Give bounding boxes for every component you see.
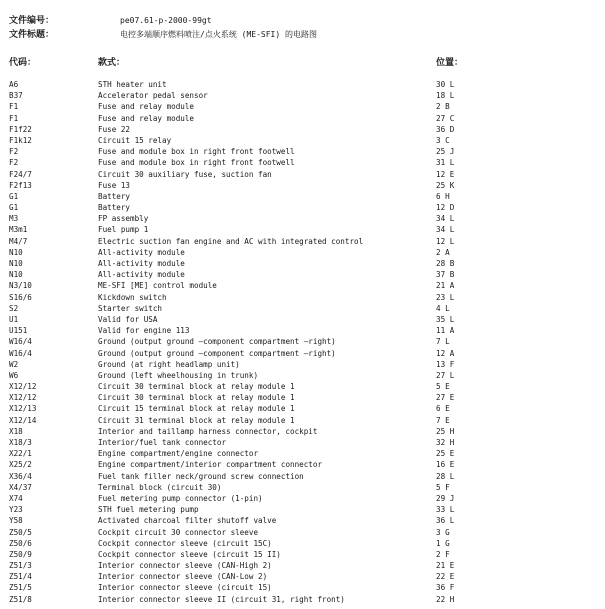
component-position: 5 E xyxy=(436,382,450,392)
list-item xyxy=(9,157,599,168)
list-item xyxy=(9,415,599,426)
component-position: 28 L xyxy=(436,471,455,481)
doc-number-label: 文件编号： xyxy=(9,16,55,26)
component-code: Z50/9 xyxy=(9,549,32,559)
component-description: Interior connector sleeve (circuit 15) xyxy=(98,583,272,593)
list-item xyxy=(9,303,599,314)
column-header-position: 位置： xyxy=(436,58,464,68)
component-position: 22 E xyxy=(436,572,455,582)
component-position: 36 D xyxy=(436,124,455,134)
component-code: Z50/6 xyxy=(9,538,32,548)
component-description: Fuel tank filler neck/ground screw connection xyxy=(98,471,304,481)
component-position: 12 L xyxy=(436,236,455,246)
component-description: Valid for engine 113 xyxy=(98,326,190,336)
component-description: Ground (output ground —component compartment —right) xyxy=(98,337,336,347)
component-description: ME-SFI [ME] control module xyxy=(98,281,217,291)
list-item xyxy=(9,180,599,191)
list-item xyxy=(9,359,599,370)
list-item xyxy=(9,582,599,593)
component-description: Fuse and module box in right front footwell xyxy=(98,158,295,168)
component-description: Interior connector sleeve (CAN-Low 2) xyxy=(98,572,268,582)
component-code: F1 xyxy=(9,113,19,123)
component-description: Interior/fuel tank connector xyxy=(98,438,227,447)
component-code: X22/1 xyxy=(9,449,32,459)
component-description: Kickdown switch xyxy=(98,292,167,302)
component-position: 6 H xyxy=(436,191,450,201)
component-description: Engine compartment/engine connector xyxy=(98,449,259,459)
component-code: X36/4 xyxy=(9,471,32,481)
component-code: X12/14 xyxy=(9,415,37,425)
list-item xyxy=(9,538,599,549)
component-code: B37 xyxy=(9,91,23,101)
list-item xyxy=(9,403,599,414)
component-position: 34 L xyxy=(436,225,455,235)
list-item xyxy=(9,79,599,90)
list-item xyxy=(9,504,599,515)
component-code: M3m1 xyxy=(9,225,28,235)
component-description: Fuse 13 xyxy=(98,180,131,190)
component-description: Cockpit connector sleeve (circuit 15 II) xyxy=(98,549,281,559)
list-item xyxy=(9,191,599,202)
list-item xyxy=(9,527,599,538)
component-position: 32 H xyxy=(436,438,455,447)
component-code: W2 xyxy=(9,359,19,369)
component-position: 25 K xyxy=(436,180,455,190)
component-description: Circuit 30 auxiliary fuse, suction fan xyxy=(98,169,272,179)
component-position: 7 E xyxy=(436,415,450,425)
component-code: Z50/5 xyxy=(9,527,32,537)
component-description: Circuit 30 terminal block at relay module 1 xyxy=(98,393,295,403)
component-code: X4/37 xyxy=(9,482,32,492)
component-position: 21 E xyxy=(436,561,455,571)
list-item xyxy=(9,169,599,180)
component-position: 3 C xyxy=(436,135,450,145)
component-description: Engine compartment/interior compartment connector xyxy=(98,460,323,470)
component-code: F1f22 xyxy=(9,124,32,134)
column-header-row xyxy=(9,56,599,70)
component-code: W16/4 xyxy=(9,337,32,347)
list-item xyxy=(9,426,599,437)
component-list xyxy=(9,79,599,605)
list-item xyxy=(9,224,599,235)
component-description: Ground (left wheelhousing in trunk) xyxy=(98,370,259,380)
component-description: Circuit 15 relay xyxy=(98,135,172,145)
component-code: X74 xyxy=(9,493,23,503)
list-item xyxy=(9,336,599,347)
list-item xyxy=(9,471,599,482)
list-item xyxy=(9,146,599,157)
component-description: Circuit 15 terminal block at relay module 1 xyxy=(98,404,295,414)
component-code: F2 xyxy=(9,147,19,157)
list-item xyxy=(9,314,599,325)
component-position: 5 F xyxy=(436,482,450,492)
list-item xyxy=(9,258,599,269)
component-code: G1 xyxy=(9,191,19,201)
component-position: 11 A xyxy=(436,326,455,336)
component-code: F1 xyxy=(9,102,19,112)
list-item xyxy=(9,459,599,470)
list-item xyxy=(9,280,599,291)
doc-title-row xyxy=(9,28,599,42)
component-code: N10 xyxy=(9,259,23,268)
component-code: S2 xyxy=(9,303,19,313)
list-item xyxy=(9,292,599,303)
component-description: Cockpit connector sleeve (circuit 15C) xyxy=(98,538,272,548)
component-code: N10 xyxy=(9,270,23,280)
list-item xyxy=(9,101,599,112)
component-code: W6 xyxy=(9,370,19,380)
component-description: All-activity module xyxy=(98,259,185,268)
component-description: Accelerator pedal sensor xyxy=(98,91,208,101)
component-description: Interior connector sleeve II (circuit 31, right front) xyxy=(98,594,345,604)
component-position: 31 L xyxy=(436,158,455,168)
component-description: Circuit 30 terminal block at relay module 1 xyxy=(98,382,295,392)
component-description: Fuse and module box in right front footwell xyxy=(98,147,295,157)
component-code: U1 xyxy=(9,314,19,324)
doc-number-row xyxy=(9,14,599,28)
component-code: Z51/8 xyxy=(9,594,32,604)
component-code: M4/7 xyxy=(9,236,28,246)
list-item xyxy=(9,348,599,359)
component-description: Interior and taillamp harness connector, cockpit xyxy=(98,426,318,436)
component-description: Fuse 22 xyxy=(98,124,131,134)
component-code: S16/6 xyxy=(9,292,32,302)
component-position: 30 L xyxy=(436,80,455,89)
component-code: M3 xyxy=(9,214,19,224)
component-description: Electric suction fan engine and AC with integrated control xyxy=(98,236,364,246)
component-position: 34 L xyxy=(436,214,455,224)
component-code: G1 xyxy=(9,203,19,213)
list-item xyxy=(9,437,599,448)
component-description: All-activity module xyxy=(98,247,185,257)
component-code: X12/12 xyxy=(9,382,37,392)
component-position: 12 D xyxy=(436,203,455,213)
component-position: 35 L xyxy=(436,314,455,324)
component-position: 27 L xyxy=(436,370,455,380)
component-position: 29 J xyxy=(436,493,455,503)
list-item xyxy=(9,247,599,258)
component-position: 25 H xyxy=(436,426,455,436)
list-item xyxy=(9,571,599,582)
list-item xyxy=(9,113,599,124)
list-item xyxy=(9,269,599,280)
component-code: W16/4 xyxy=(9,348,32,358)
component-position: 36 L xyxy=(436,516,455,526)
component-description: Fuel metering pump connector (1-pin) xyxy=(98,493,263,503)
component-position: 12 A xyxy=(436,348,455,358)
list-item xyxy=(9,515,599,526)
component-code: N3/10 xyxy=(9,281,32,291)
list-item xyxy=(9,482,599,493)
component-description: Circuit 31 terminal block at relay module 1 xyxy=(98,415,295,425)
component-description: Fuse and relay module xyxy=(98,102,195,112)
component-position: 25 E xyxy=(436,449,455,459)
list-item xyxy=(9,594,599,605)
column-header-description: 款式： xyxy=(98,58,126,68)
component-description: Starter switch xyxy=(98,303,163,313)
component-code: X18 xyxy=(9,426,23,436)
component-code: U151 xyxy=(9,326,28,336)
component-position: 3 G xyxy=(436,527,450,537)
component-position: 21 A xyxy=(436,281,455,291)
component-code: F2 xyxy=(9,158,19,168)
list-item xyxy=(9,124,599,135)
component-code: A6 xyxy=(9,80,19,89)
component-description: Activated charcoal filter shutoff valve xyxy=(98,516,277,526)
list-item xyxy=(9,213,599,224)
list-item xyxy=(9,549,599,560)
component-code: F1k12 xyxy=(9,135,32,145)
component-description: Interior connector sleeve (CAN-High 2) xyxy=(98,561,272,571)
component-code: N10 xyxy=(9,247,23,257)
list-item xyxy=(9,560,599,571)
component-position: 36 F xyxy=(436,583,455,593)
component-code: X18/3 xyxy=(9,438,32,447)
component-code: X12/12 xyxy=(9,393,37,403)
component-code: Y58 xyxy=(9,516,23,526)
component-description: Terminal block (circuit 30) xyxy=(98,482,222,492)
list-item xyxy=(9,381,599,392)
component-position: 12 E xyxy=(436,169,455,179)
component-description: FP assembly xyxy=(98,214,149,224)
list-item xyxy=(9,448,599,459)
component-code: X12/13 xyxy=(9,404,37,414)
component-position: 16 E xyxy=(436,460,455,470)
component-position: 25 J xyxy=(436,147,455,157)
component-description: Fuse and relay module xyxy=(98,113,195,123)
list-item xyxy=(9,325,599,336)
list-item xyxy=(9,236,599,247)
component-position: 2 A xyxy=(436,247,450,257)
component-description: Fuel pump 1 xyxy=(98,225,149,235)
component-position: 4 L xyxy=(436,303,450,313)
list-item xyxy=(9,202,599,213)
component-code: F2f13 xyxy=(9,180,32,190)
component-position: 33 L xyxy=(436,505,455,515)
doc-title-value: 电控多端顺序燃料喷注/点火系统 (ME-SFI) 的电路图 xyxy=(120,30,317,39)
component-position: 13 F xyxy=(436,359,455,369)
component-description: Battery xyxy=(98,191,131,201)
component-position: 1 G xyxy=(436,538,450,548)
component-position: 22 H xyxy=(436,594,455,604)
component-position: 37 B xyxy=(436,270,455,280)
component-description: STH heater unit xyxy=(98,80,167,89)
component-position: 2 F xyxy=(436,549,450,559)
component-position: 28 B xyxy=(436,259,455,268)
component-description: Valid for USA xyxy=(98,314,158,324)
list-item xyxy=(9,370,599,381)
component-code: Y23 xyxy=(9,505,23,515)
document-header xyxy=(9,14,599,42)
component-position: 7 L xyxy=(436,337,450,347)
component-position: 6 E xyxy=(436,404,450,414)
component-position: 2 B xyxy=(436,102,450,112)
component-position: 18 L xyxy=(436,91,455,101)
component-code: F24/7 xyxy=(9,169,32,179)
component-description: STH fuel metering pump xyxy=(98,505,199,515)
doc-title-label: 文件标题： xyxy=(9,30,55,40)
column-header-code: 代码： xyxy=(9,58,37,68)
component-position: 27 E xyxy=(436,393,455,403)
list-item xyxy=(9,90,599,101)
doc-number-value: pe07.61-p-2000-99gt xyxy=(120,16,212,25)
component-code: Z51/3 xyxy=(9,561,32,571)
list-item xyxy=(9,392,599,403)
component-code: Z51/4 xyxy=(9,572,32,582)
component-position: 27 C xyxy=(436,113,455,123)
component-description: Ground (at right headlamp unit) xyxy=(98,359,240,369)
component-description: Cockpit circuit 30 connector sleeve xyxy=(98,527,259,537)
list-item xyxy=(9,493,599,504)
component-code: Z51/5 xyxy=(9,583,32,593)
component-description: All-activity module xyxy=(98,270,185,280)
component-description: Battery xyxy=(98,203,131,213)
component-code: X25/2 xyxy=(9,460,32,470)
component-description: Ground (output ground —component compartment —right) xyxy=(98,348,336,358)
list-item xyxy=(9,135,599,146)
component-position: 23 L xyxy=(436,292,455,302)
